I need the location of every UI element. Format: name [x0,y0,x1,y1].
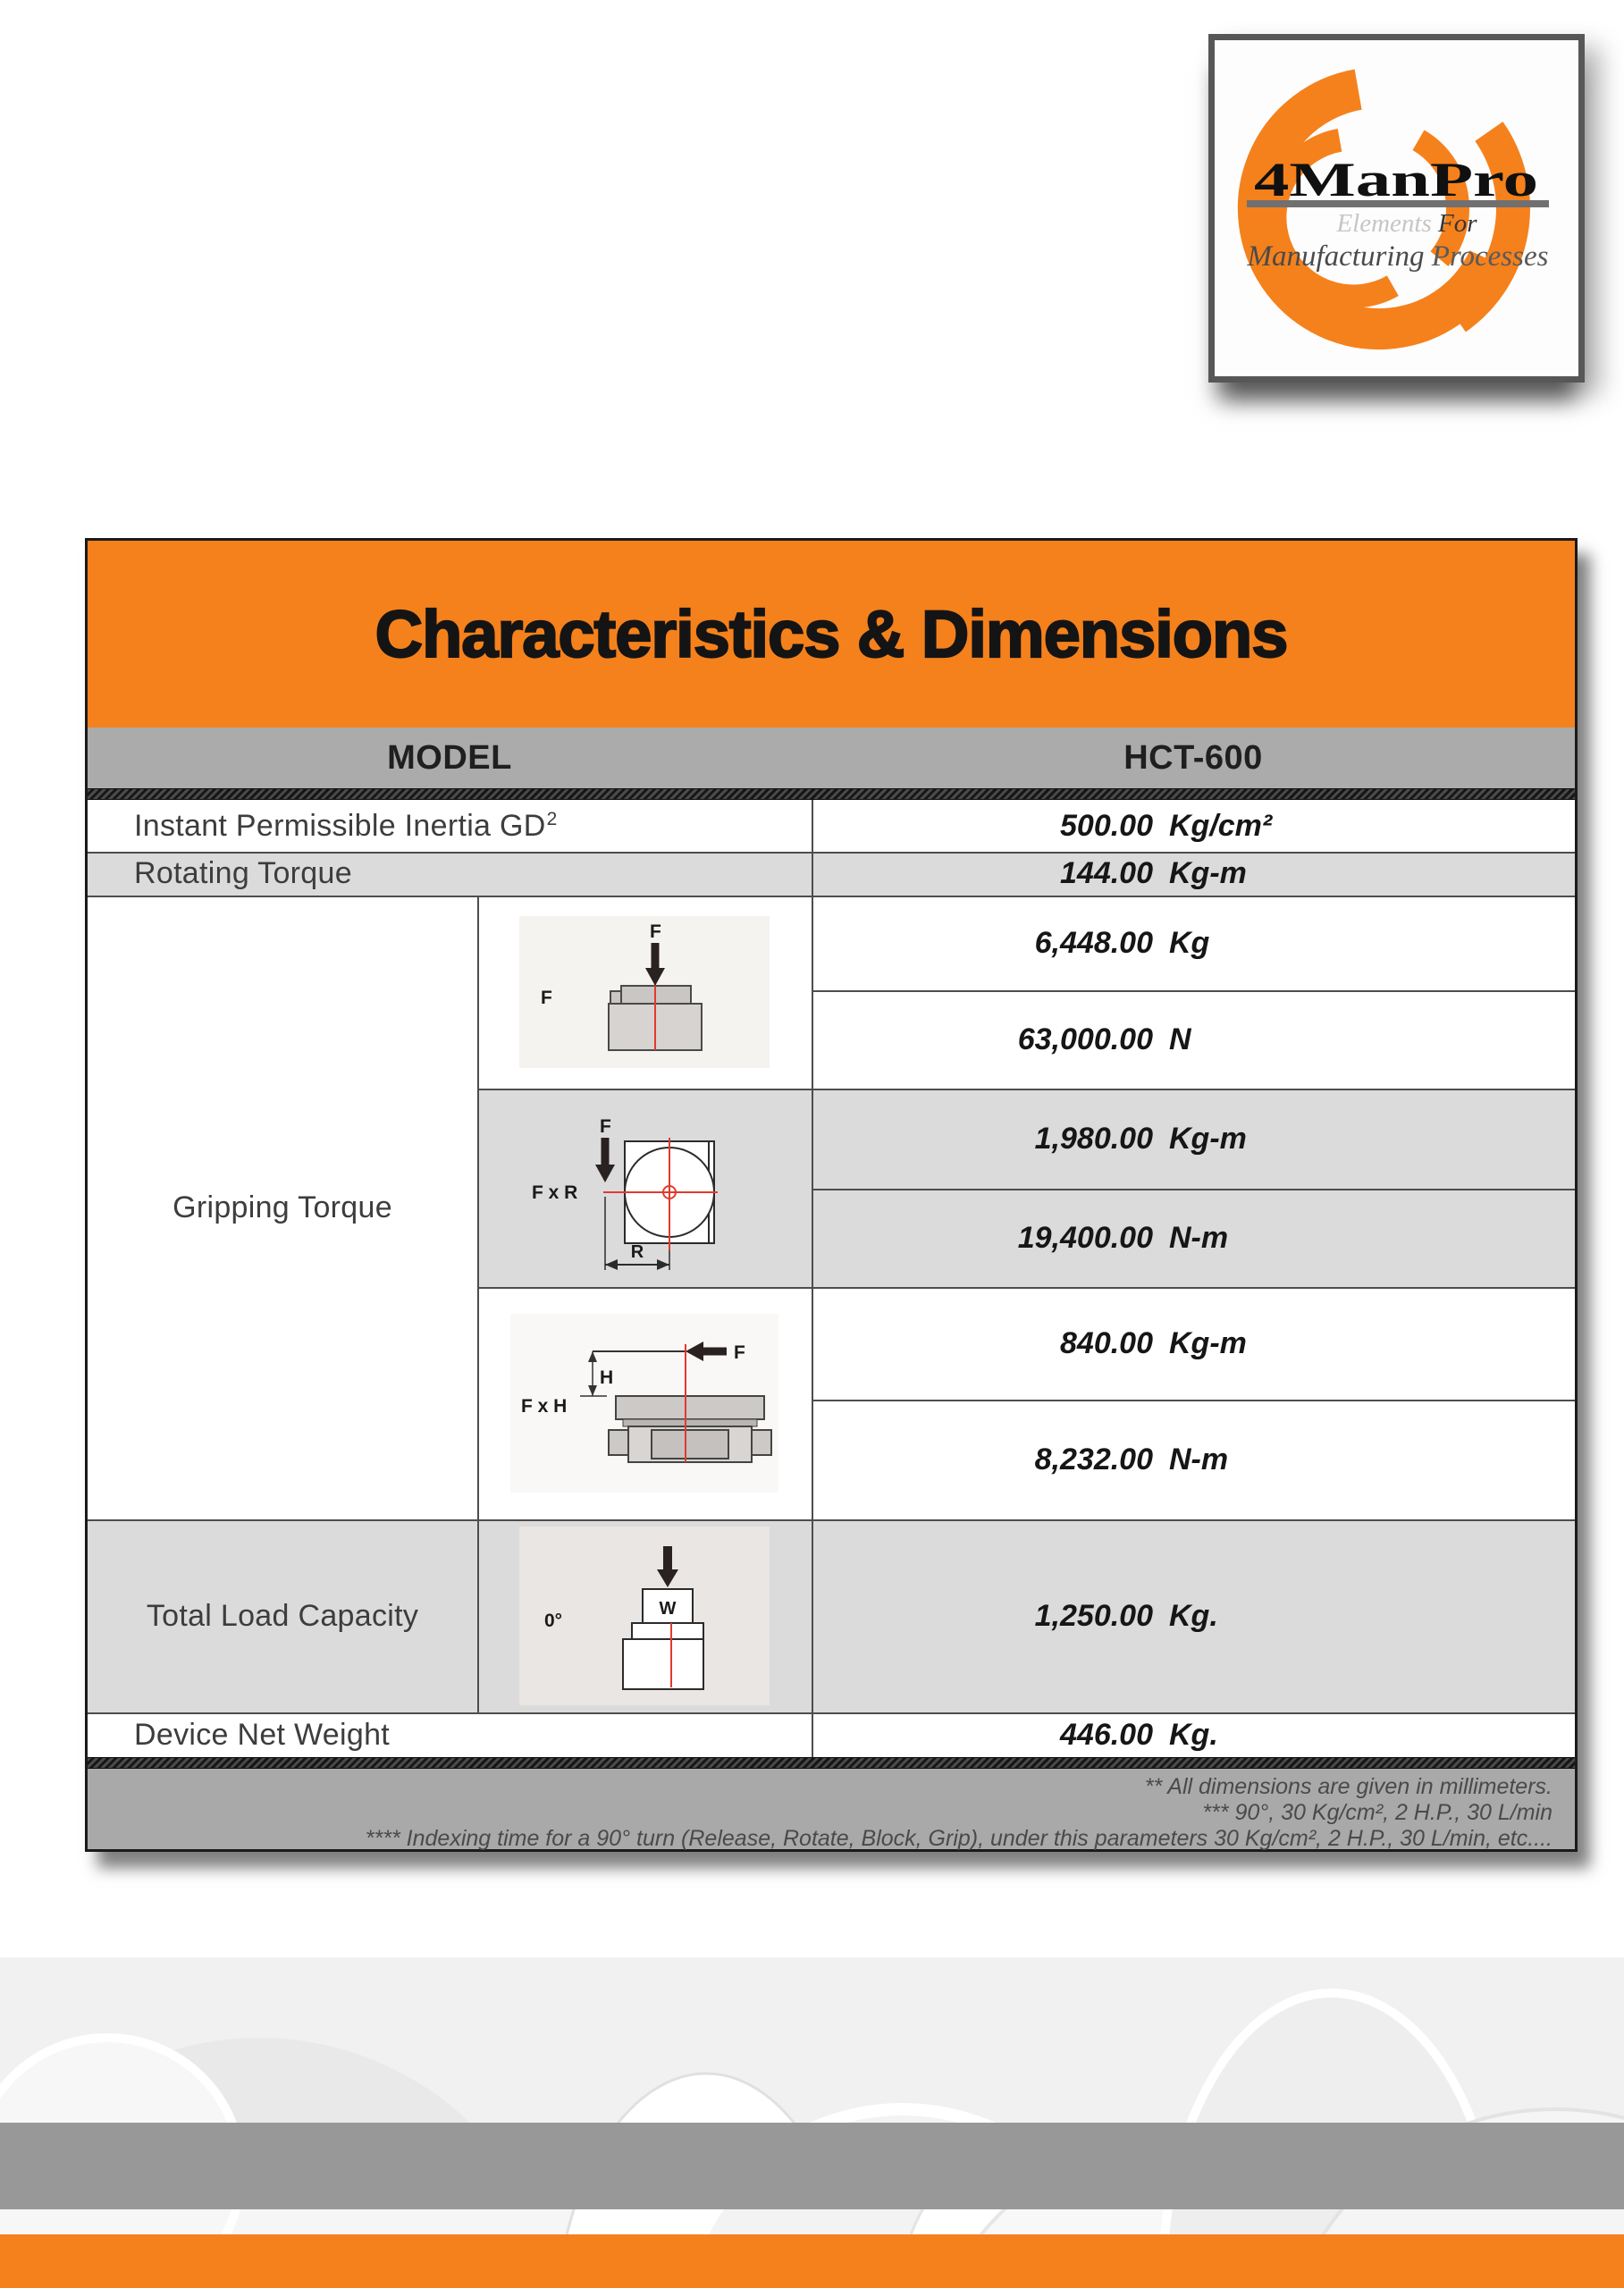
label-gripping-text: Gripping Torque [172,1190,392,1224]
label-net-weight-text: Device Net Weight [134,1717,391,1752]
value-number: 500.00 [1060,808,1153,843]
value-number: 840.00 [1060,1325,1153,1360]
label-total-load [88,1519,477,1712]
value-number: 1,250.00 [1034,1598,1153,1633]
label-rotating-torque [134,852,352,896]
page-title: Characteristics & Dimensions [374,597,1288,671]
arrow-label: F [650,921,661,942]
spec-table [85,538,1578,1852]
value-inertia [812,800,1575,852]
height-label: H [600,1367,614,1388]
value-number: 8,232.00 [1034,1442,1153,1476]
model-value: HCT-600 [1123,739,1263,777]
force-label: F x H [521,1396,568,1417]
value-number: 446.00 [1060,1717,1153,1752]
table-header [88,541,1575,728]
diagram-total-load [519,1527,770,1705]
logo-tagline-for: For [1438,209,1477,238]
diagram-grip-fxr [519,1098,770,1277]
value-unit: Kg-m [1169,1325,1247,1360]
label-inertia-text: Instant Permissible Inertia GD [134,808,546,843]
label-rotating-text: Rotating Torque [134,856,352,890]
device-tab-right [752,1430,771,1455]
value-number: 1,980.00 [1034,1121,1153,1156]
value-grip-fxh-nm [812,1400,1575,1519]
value-unit: N [1169,1022,1191,1056]
weight-label: W [659,1599,677,1619]
diagram-grip-f [519,916,770,1068]
logo-tagline-processes: Processes [1431,240,1549,273]
orange-band [0,2234,1624,2288]
value-unit: Kg/cm² [1169,808,1273,843]
hatch-divider-bottom [88,1757,1575,1769]
value-unit: N-m [1169,1220,1229,1255]
value-grip-f-n [812,990,1575,1089]
value-unit: Kg [1169,925,1210,960]
grid-line-vertical-sub [477,896,479,1712]
logo-graphic [1215,40,1578,376]
logo-tagline-line2 [1247,240,1549,273]
logo-tagline-line1 [1335,209,1477,238]
device-tab-left [609,1430,628,1455]
company-logo [1208,34,1585,383]
device-body [623,1639,703,1689]
model-column-header: MODEL [387,739,512,777]
device-top-bar [616,1396,764,1419]
hatch-divider-top [88,788,1575,800]
footnote-2: *** 90°, 30 Kg/cm², 2 H.P., 30 L/min [1202,1800,1552,1825]
dim-arrowhead [605,1259,618,1270]
logo-brand-text: 4ManPro [1254,153,1538,206]
diagram-grip-fxh [510,1314,778,1493]
logo-tagline-elements: Elements [1336,209,1439,238]
device-band [623,1419,757,1426]
label-inertia [134,800,558,852]
value-unit: Kg-m [1169,856,1247,890]
force-label: F [541,988,552,1008]
footnote-1: ** All dimensions are given in millimeters. [1144,1774,1552,1799]
force-label: F x R [532,1182,578,1203]
label-inertia-sup: 2 [546,809,558,829]
value-unit: Kg. [1169,1717,1218,1752]
angle-label: 0° [544,1611,563,1631]
value-unit: N-m [1169,1442,1229,1476]
value-number: 144.00 [1060,856,1153,890]
value-number: 6,448.00 [1034,925,1153,960]
value-number: 63,000.00 [1017,1022,1153,1056]
gray-band [0,2123,1624,2209]
footnotes [88,1769,1575,1849]
radius-label: R [630,1242,644,1262]
arrow-label: F [734,1342,745,1363]
label-net-weight [134,1712,390,1757]
value-grip-fxr-kgm [812,1089,1575,1189]
label-total-load-text: Total Load Capacity [146,1598,419,1633]
model-bar [88,728,1575,788]
value-unit: Kg. [1169,1598,1218,1633]
arrow-label: F [600,1116,611,1137]
footnote-3: **** Indexing time for a 90° turn (Release, Rotate, Block, Grip), under this parameters 30 Kg/cm², 2 H.P., 30 L/min, etc.... [365,1826,1552,1851]
value-net-weight [812,1712,1575,1757]
force-arrowhead [595,1165,615,1182]
logo-tagline-manufacturing: Manufacturing [1247,240,1432,273]
value-total-load [812,1519,1575,1712]
dim-arrowhead [657,1259,669,1270]
value-grip-f-kg [812,896,1575,990]
label-gripping-torque [88,896,477,1519]
device-step [632,1623,703,1639]
value-grip-fxh-kgm [812,1287,1575,1400]
value-number: 19,400.00 [1017,1220,1153,1255]
device-inner [652,1430,728,1459]
value-grip-fxr-nm [812,1189,1575,1287]
value-rotating [812,852,1575,896]
value-unit: Kg-m [1169,1121,1247,1156]
